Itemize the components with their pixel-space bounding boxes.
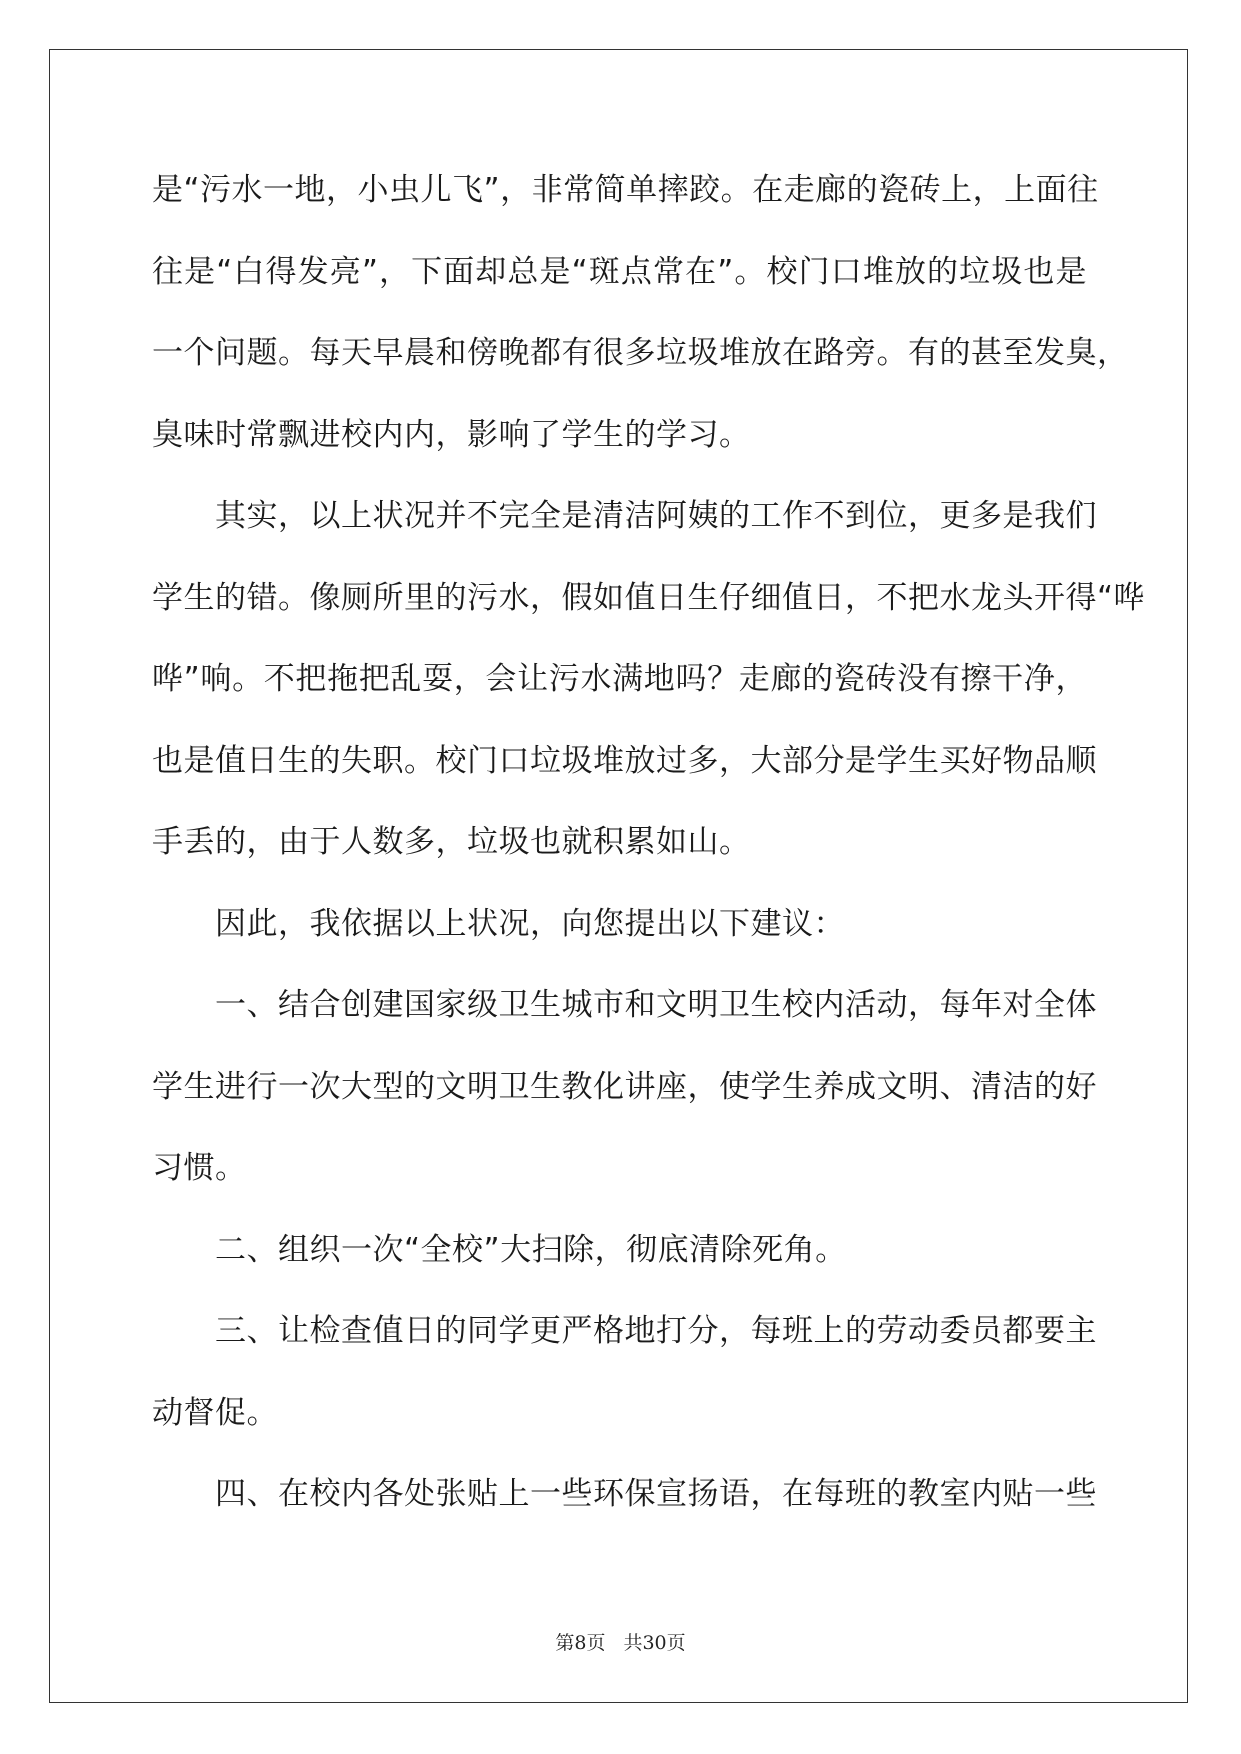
text-line: 三、让检查值日的同学更严格地打分，每班上的劳动委员都要主 (215, 1313, 1097, 1349)
document-body (152, 159, 1146, 1545)
text-line: 学生的错。像厕所里的污水，假如值日生仔细值日，不把水龙头开得“哗 (152, 579, 1146, 616)
text-line: 一个问题。每天早晨和傍晚都有很多垃圾堆放在路旁。有的甚至发臭， (152, 335, 1129, 371)
text-line: 学生进行一次大型的文明卫生教化讲座，使学生养成文明、清洁的好 (152, 1068, 1097, 1105)
text-line: 也是值日生的失职。校门口垃圾堆放过多，大部分是学生买好物品顺 (152, 742, 1097, 779)
page-number: 第8页 (555, 1632, 606, 1654)
text-line: 是“污水一地，小虫儿飞”，非常简单摔跤。在走廊的瓷砖上，上面往 (152, 172, 1099, 208)
text-line: 一、结合创建国家级卫生城市和文明卫生校内活动，每年对全体 (215, 987, 1097, 1023)
page-total: 共30页 (623, 1632, 686, 1654)
text-line: 二、组织一次“全校”大扫除，彻底清除死角。 (215, 1231, 847, 1268)
text-line: 四、在校内各处张贴上一些环保宣扬语，在每班的教室内贴一些 (215, 1476, 1097, 1512)
text-line: 往是“白得发亮”，下面却总是“斑点常在”。校门口堆放的垃圾也是 (152, 253, 1087, 290)
text-line: 习惯。 (152, 1150, 247, 1186)
text-line: 动督促。 (152, 1394, 278, 1431)
text-line: 手丢的，由于人数多，垃圾也就积累如山。 (152, 824, 751, 860)
text-line: 因此，我依据以上状况，向您提出以下建议： (215, 905, 845, 942)
text-line: 臭味时常飘进校内内，影响了学生的学习。 (152, 416, 751, 453)
page-footer (0, 1628, 1241, 1655)
text-line: 哗”响。不把拖把乱耍，会让污水满地吗？走廊的瓷砖没有擦干净， (152, 661, 1087, 697)
text-line: 其实，以上状况并不完全是清洁阿姨的工作不到位，更多是我们 (215, 498, 1097, 534)
